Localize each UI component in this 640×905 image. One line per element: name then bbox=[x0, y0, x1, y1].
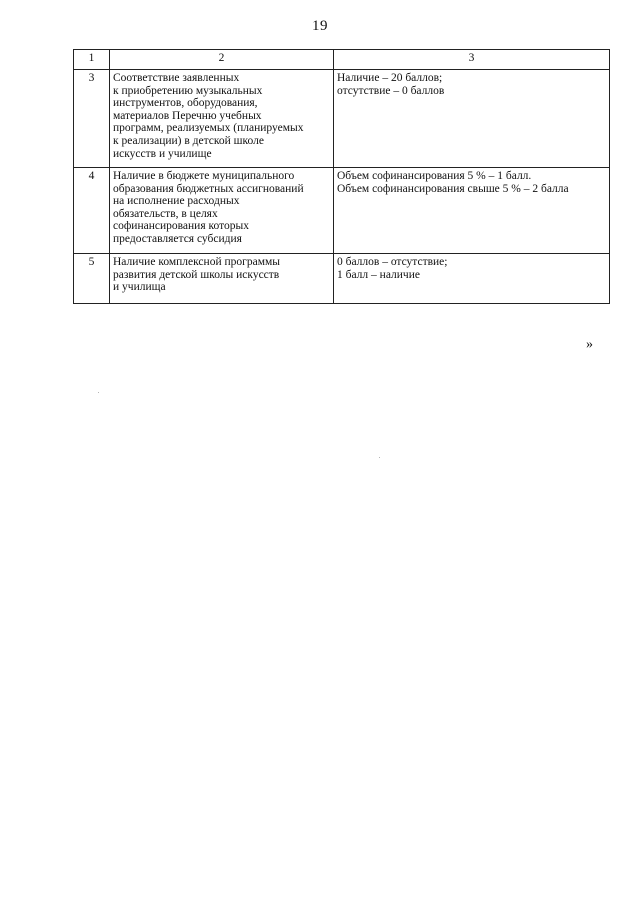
criterion-line: к реализации) в детской школе bbox=[113, 134, 264, 147]
criterion-line: развития детской школы искусств bbox=[113, 268, 280, 281]
score-line: Объем софинансирования свыше 5 % – 2 балла bbox=[337, 182, 569, 195]
closing-quote-mark: » bbox=[586, 337, 593, 352]
table-row bbox=[74, 70, 610, 168]
criterion-cell bbox=[110, 70, 334, 168]
score-line: 0 баллов – отсутствие; bbox=[337, 256, 448, 268]
criterion-cell bbox=[110, 168, 334, 254]
criterion-line: софинансирования которых bbox=[113, 220, 249, 233]
page-number: 19 bbox=[312, 18, 328, 34]
criterion-line: предоставляется субсидия bbox=[113, 232, 242, 245]
criterion-cell bbox=[110, 254, 334, 304]
column-header-3: 3 bbox=[334, 50, 610, 70]
criterion-line: программ, реализуемых (планируемых bbox=[113, 122, 304, 135]
criterion-line: Наличие в бюджете муниципального bbox=[113, 170, 295, 182]
criterion-line: инструментов, оборудования, bbox=[113, 97, 258, 110]
row-number: 5 bbox=[74, 254, 110, 304]
criteria-table bbox=[73, 49, 610, 304]
criterion-line: и училища bbox=[113, 281, 166, 294]
criterion-line: материалов Перечню учебных bbox=[113, 109, 262, 122]
table-row bbox=[74, 254, 610, 304]
score-line: отсутствие – 0 баллов bbox=[337, 84, 445, 97]
score-cell bbox=[334, 70, 610, 168]
column-header-2: 2 bbox=[110, 50, 334, 70]
table-row bbox=[74, 168, 610, 254]
criterion-line: Соответствие заявленных bbox=[113, 72, 240, 84]
row-number: 4 bbox=[74, 168, 110, 254]
row-number: 3 bbox=[74, 70, 110, 168]
score-cell bbox=[334, 168, 610, 254]
score-line: Объем софинансирования 5 % – 1 балл. bbox=[337, 170, 532, 182]
scan-speck bbox=[98, 392, 99, 393]
table-header-row bbox=[74, 50, 610, 70]
score-cell bbox=[334, 254, 610, 304]
criterion-line: на исполнение расходных bbox=[113, 195, 240, 208]
criterion-line: обязательств, в целях bbox=[113, 207, 218, 220]
criterion-line: образования бюджетных ассигнований bbox=[113, 182, 304, 195]
scan-speck bbox=[379, 457, 380, 458]
criterion-line: искусств и училище bbox=[113, 147, 212, 160]
score-line: 1 балл – наличие bbox=[337, 268, 420, 281]
column-header-1: 1 bbox=[74, 50, 110, 70]
criterion-line: к приобретению музыкальных bbox=[113, 84, 263, 97]
score-line: Наличие – 20 баллов; bbox=[337, 72, 443, 84]
criterion-line: Наличие комплексной программы bbox=[113, 256, 280, 268]
